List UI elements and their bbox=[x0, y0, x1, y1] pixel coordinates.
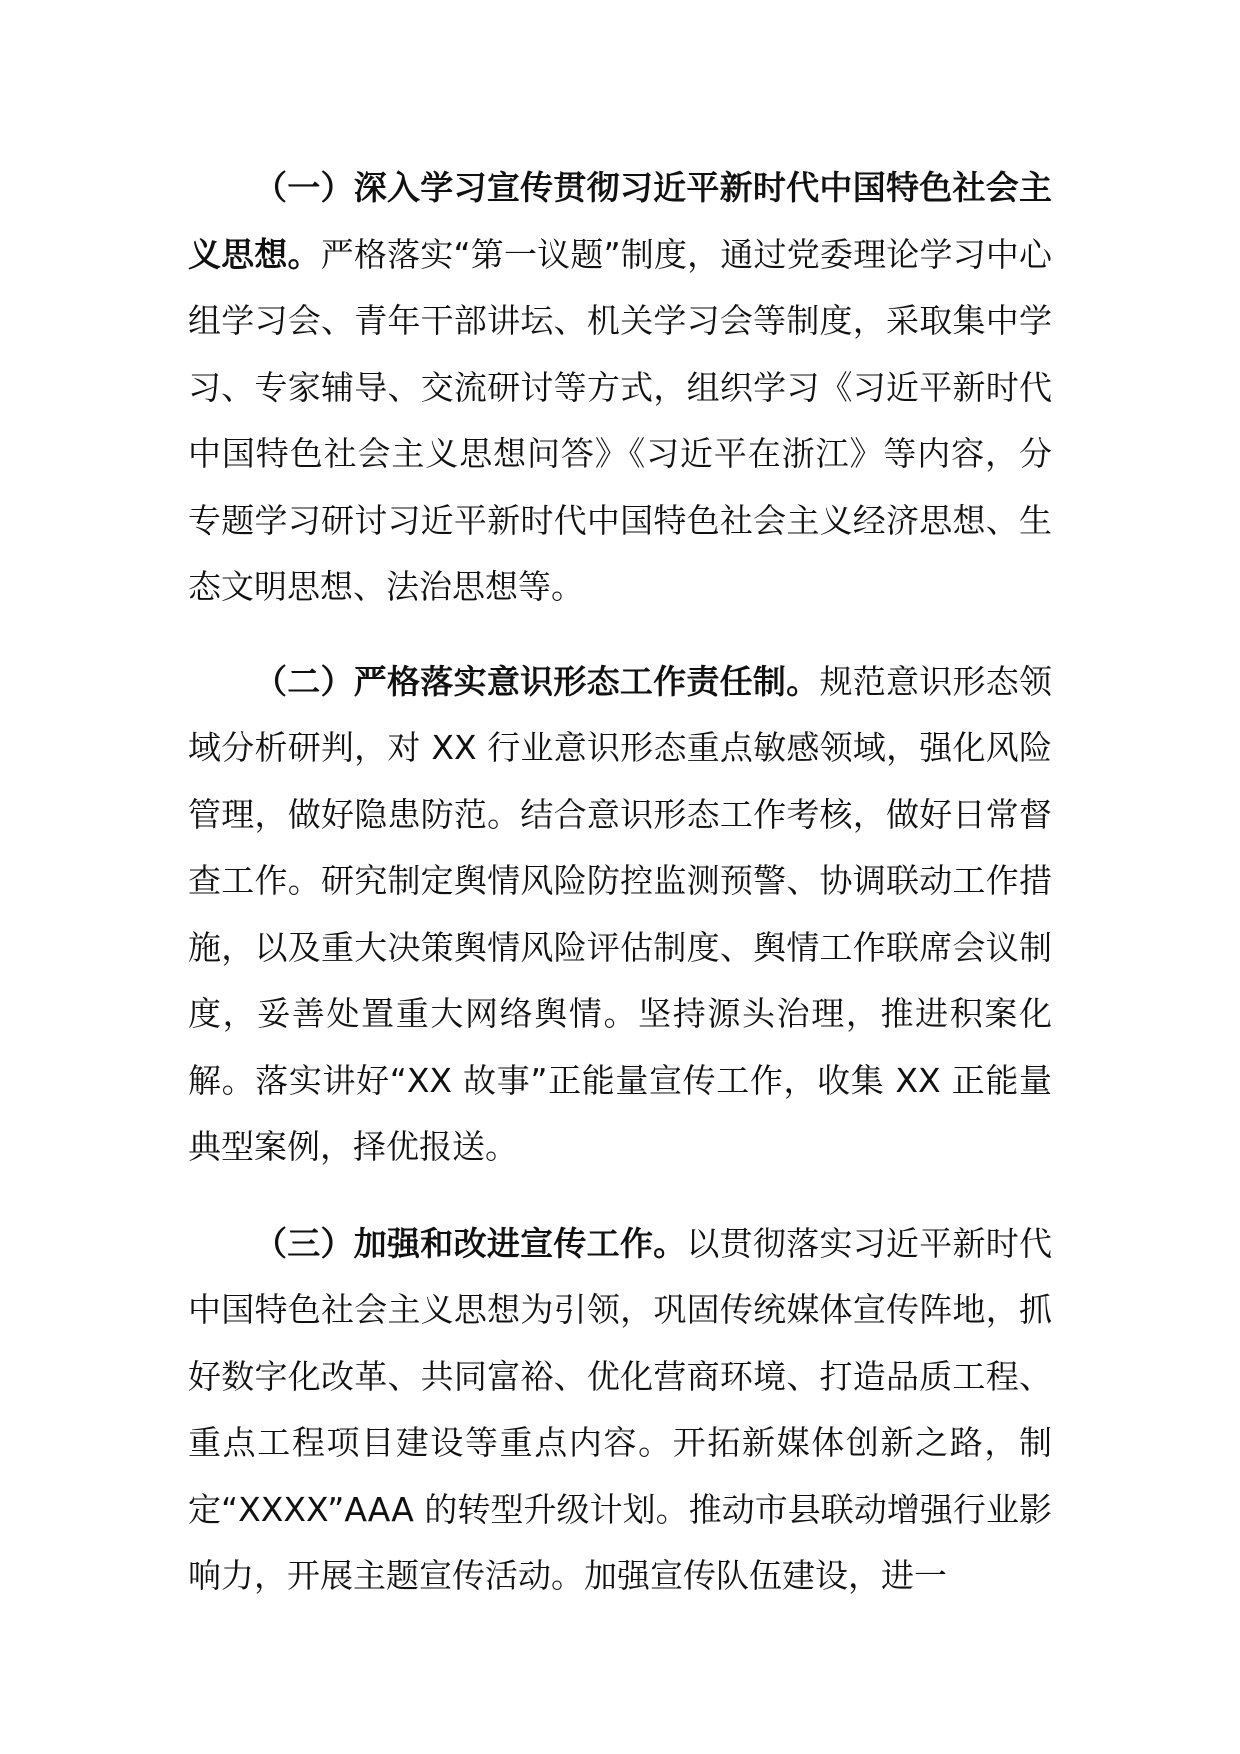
paragraph-1-text: 严格落实“第一议题”制度，通过党委理论学习中心组学习会、青年干部讲坛、机关学习会等制度，采取集中学习、专家辅导、交流研讨等方式，组织学习《习近平新时代中国特色社会主义思想问答》《习近平在浙江》等内容，分专题学习研讨习近平新时代中国特色社会主义经济思想、生态文明思想、法治思想等。 bbox=[188, 234, 1053, 606]
paragraph-2-heading: （二）严格落实意识形态工作责任制。 bbox=[254, 661, 820, 701]
paragraph-1-heading: （一）深入学习宣传贯彻习近平新时代中国特色社会主义思想。 bbox=[188, 168, 1052, 274]
document-body bbox=[188, 155, 1052, 1638]
paragraph-1 bbox=[188, 155, 1052, 621]
paragraph-3-text: 以贯彻落实习近平新时代中国特色社会主义思想为引领，巩固传统媒体宣传阵地，抓好数字化改革、共同富裕、优化营商环境、打造品质工程、重点工程项目建设等重点内容。开拓新媒体创新之路，制定“XXXX”AAA 的转型升级计划。推动市县联动增强行业影响力，开展主题宣传活动。加强宣传队伍建设，进一 bbox=[188, 1223, 1053, 1595]
paragraph-3 bbox=[188, 1211, 1052, 1610]
paragraph-3-heading: （三）加强和改进宣传工作。 bbox=[254, 1223, 687, 1263]
paragraph-2-text: 规范意识形态领域分析研判，对 XX 行业意识形态重点敏感领域，强化风险管理，做好隐患防范。结合意识形态工作考核，做好日常督查工作。研究制定舆情风险防控监测预警、协调联动工作措施，以及重大决策舆情风险评估制度、舆情工作联席会议制度，妥善处置重大网络舆情。坚持源头治理，推进积案化解。落实讲好“XX 故事”正能量宣传工作，收集 XX 正能量典型案例，择优报送。 bbox=[188, 661, 1053, 1166]
paragraph-2 bbox=[188, 649, 1052, 1181]
